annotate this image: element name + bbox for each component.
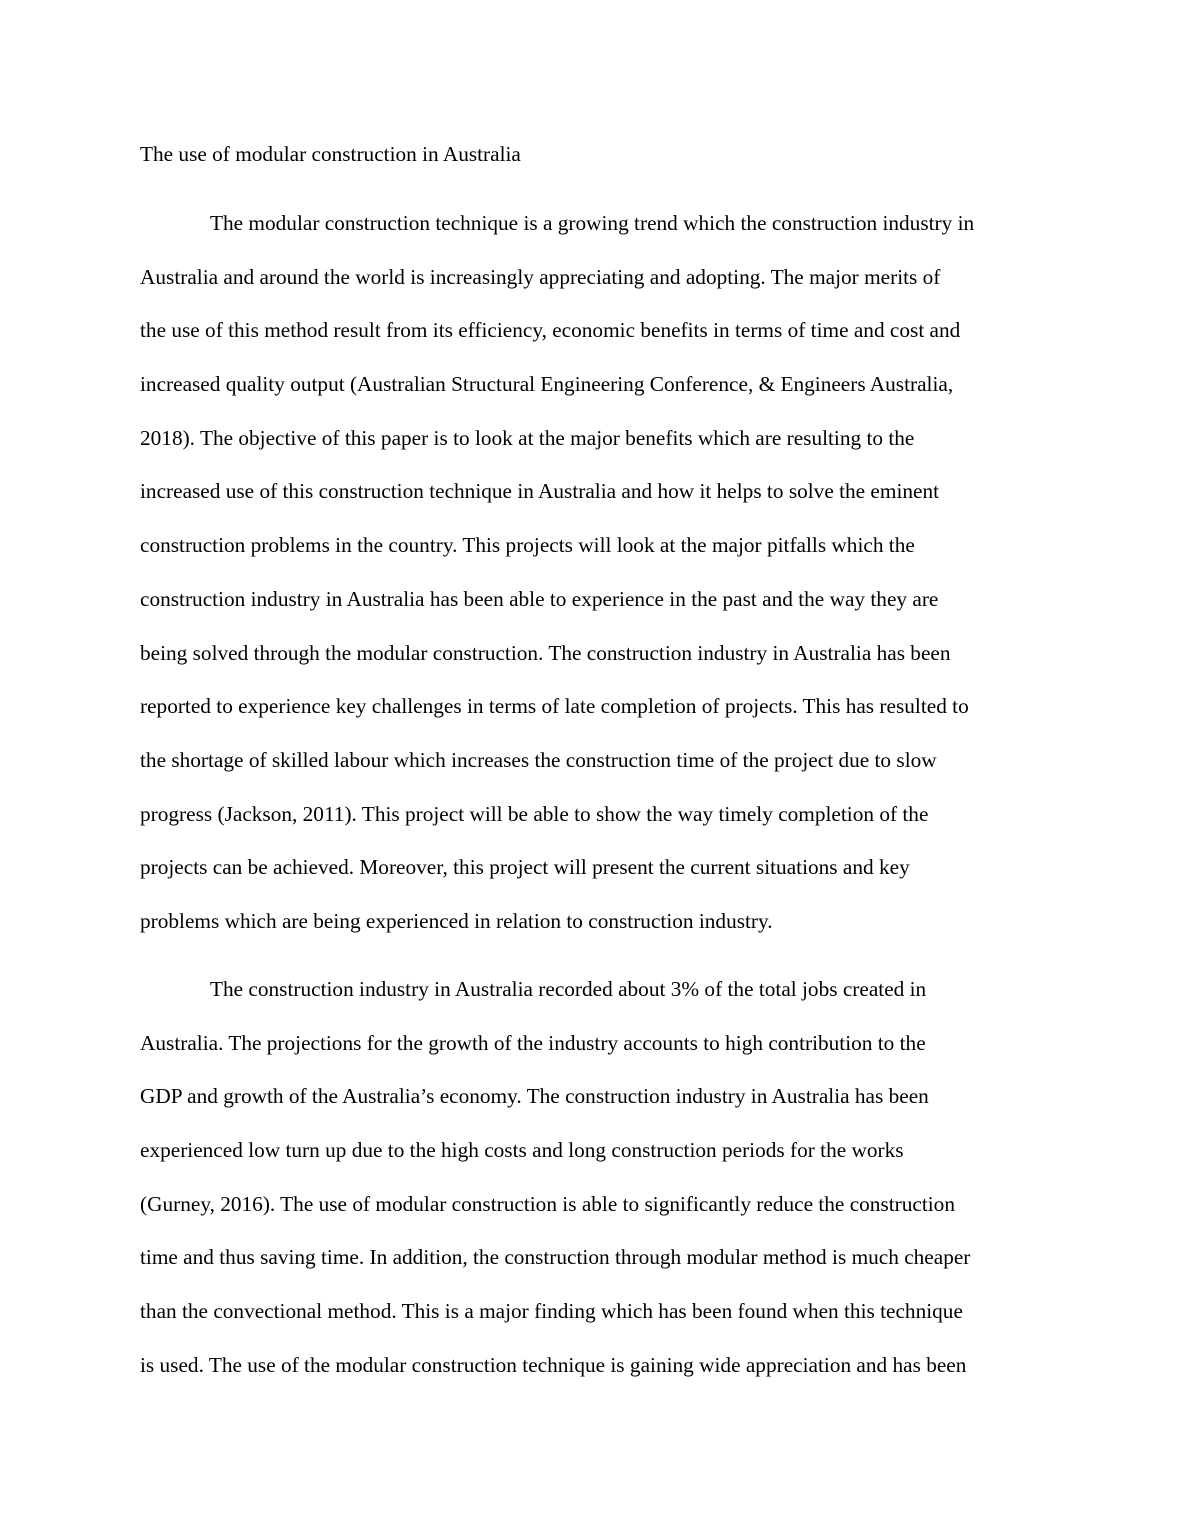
paragraph-line: the shortage of skilled labour which increases the construction time of the project due to slow — [140, 747, 937, 772]
paragraph-line: increased use of this construction technique in Australia and how it helps to solve the eminent — [140, 479, 940, 504]
paragraph-line: reported to experience key challenges in terms of late completion of projects. This has resulted to — [140, 694, 969, 719]
paragraph-line: is used. The use of the modular construction technique is gaining wide appreciation and has been — [140, 1352, 967, 1377]
paragraph-line: experienced low turn up due to the high costs and long construction periods for the works — [140, 1138, 904, 1163]
paragraph-line: construction industry in Australia has been able to experience in the past and the way they are — [140, 586, 939, 611]
paragraph-line: construction problems in the country. This projects will look at the major pitfalls which the — [140, 533, 915, 558]
paragraph-line: Australia. The projections for the growth of the industry accounts to high contribution to the — [140, 1030, 926, 1055]
paragraph-line: 2018). The objective of this paper is to look at the major benefits which are resulting to the — [140, 425, 915, 450]
paragraph-line: GDP and growth of the Australia’s economy. The construction industry in Australia has been — [140, 1084, 929, 1109]
paragraph-line: progress (Jackson, 2011). This project will be able to show the way timely completion of the — [140, 801, 929, 826]
paragraph-line: The construction industry in Australia recorded about 3% of the total jobs created in — [210, 977, 927, 1001]
paragraph-1 — [140, 207, 1060, 959]
paragraph-line: the use of this method result from its efficiency, economic benefits in terms of time and cost and — [140, 318, 961, 343]
paragraph-line: than the convectional method. This is a major finding which has been found when this technique — [140, 1299, 963, 1324]
document-title: The use of modular construction in Australia — [140, 142, 521, 166]
paragraph-line: being solved through the modular construction. The construction industry in Australia has been — [140, 640, 951, 665]
paragraph-line: The modular construction technique is a growing trend which the construction industry in — [210, 211, 975, 235]
paragraph-line: (Gurney, 2016). The use of modular construction is able to significantly reduce the construction — [140, 1191, 955, 1216]
paragraph-line: time and thus saving time. In addition, the construction through modular method is much cheaper — [140, 1245, 971, 1270]
paragraph-line: Australia and around the world is increasingly appreciating and adopting. The major merits of — [140, 264, 941, 289]
paragraph-2 — [140, 973, 1060, 1403]
paragraph-line: problems which are being experienced in relation to construction industry. — [140, 908, 773, 933]
paragraph-line: increased quality output (Australian Structural Engineering Conference, & Engineers Australia, — [140, 372, 954, 397]
paragraph-line: projects can be achieved. Moreover, this project will present the current situations and key — [140, 855, 910, 880]
